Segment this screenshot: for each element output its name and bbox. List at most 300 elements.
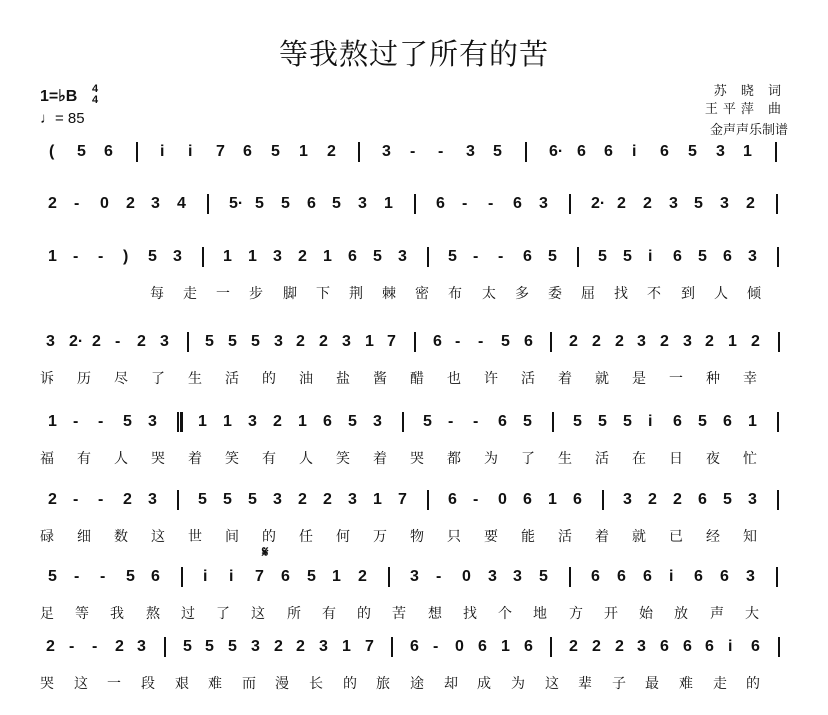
lyric-char: 到	[681, 286, 695, 302]
lyric-char: 已	[669, 529, 683, 545]
lyric-char: 子	[612, 676, 626, 692]
note: 0	[100, 195, 109, 212]
lyric-char: 走	[183, 286, 197, 302]
note: )	[123, 248, 129, 265]
barline	[778, 332, 780, 352]
note: 2	[746, 195, 755, 212]
lyrics-line	[40, 526, 790, 548]
note: 2	[660, 333, 669, 350]
note: 7	[398, 491, 407, 508]
note: 5	[205, 638, 214, 655]
lyric-char: 生	[188, 371, 202, 387]
note: -	[98, 248, 104, 265]
note: -	[73, 248, 79, 265]
note: 3	[623, 491, 632, 508]
lyric-char: 了	[216, 606, 230, 622]
barline	[550, 637, 552, 657]
lyric-char: 我	[110, 606, 124, 622]
note: 3	[398, 248, 407, 265]
barline	[177, 412, 179, 432]
note: 5	[598, 413, 607, 430]
note: 6	[751, 638, 760, 655]
barline	[177, 490, 179, 510]
note: 3	[151, 195, 160, 212]
time-sig-bottom: 4	[92, 94, 99, 106]
lyric-char: 了	[521, 451, 535, 467]
lyric-char: 而	[242, 676, 256, 692]
note: 1	[48, 248, 57, 265]
note: 0	[498, 491, 507, 508]
note: 6	[323, 413, 332, 430]
barline	[777, 490, 779, 510]
note: 3	[342, 333, 351, 350]
lyric-char: 过	[181, 606, 195, 622]
lyric-char: 棘	[382, 286, 396, 302]
lyric-char: 为	[511, 676, 525, 692]
note: 3	[251, 638, 260, 655]
note: 2	[592, 333, 601, 350]
note: 5	[228, 333, 237, 350]
note: 4	[177, 195, 186, 212]
note: 3	[466, 143, 475, 160]
barline	[427, 247, 429, 267]
composer-credit: 王平萍 曲	[704, 102, 786, 117]
lyric-char: 的	[357, 606, 371, 622]
lyric-char: 走	[713, 676, 727, 692]
note: 5	[723, 491, 732, 508]
note: 3	[273, 248, 282, 265]
note: 5	[248, 491, 257, 508]
note: 3	[148, 491, 157, 508]
note: 5	[255, 195, 264, 212]
note: 3	[637, 638, 646, 655]
lyric-char: 有	[262, 451, 276, 467]
barline	[569, 194, 571, 214]
note: 2	[115, 638, 124, 655]
note: 5	[698, 248, 707, 265]
note: -	[410, 143, 416, 160]
lyric-char: 醋	[410, 371, 424, 387]
notes-line	[40, 565, 790, 591]
note: 2	[298, 491, 307, 508]
score-row	[40, 330, 790, 410]
lyric-char: 难	[679, 676, 693, 692]
lyric-char: 是	[632, 371, 646, 387]
note: 1	[501, 638, 510, 655]
barline	[358, 142, 360, 162]
note: 5	[183, 638, 192, 655]
lyric-char: 不	[647, 286, 661, 302]
note: 5	[694, 195, 703, 212]
lyric-char: 有	[77, 451, 91, 467]
lyrics-line	[40, 448, 790, 470]
note: 6	[643, 568, 652, 585]
lyric-char: 油	[299, 371, 313, 387]
lyric-char: 途	[410, 676, 424, 692]
note: 5	[548, 248, 557, 265]
note: 3	[748, 248, 757, 265]
lyric-char: 太	[482, 286, 496, 302]
lyric-char: 旅	[376, 676, 390, 692]
note: 3	[248, 413, 257, 430]
lyric-char: 碌	[40, 529, 54, 545]
lyric-char: 这	[74, 676, 88, 692]
lyric-char: 万	[373, 529, 387, 545]
note: 2·	[591, 195, 606, 212]
lyrics-line	[40, 283, 790, 305]
note: 5	[623, 413, 632, 430]
lyric-char: 等	[75, 606, 89, 622]
note: 5	[77, 143, 86, 160]
note: 6	[523, 248, 532, 265]
lyrics-line	[40, 368, 790, 390]
note: -	[438, 143, 444, 160]
barline	[776, 194, 778, 214]
note: 2	[48, 491, 57, 508]
note: 6	[673, 248, 682, 265]
note: -	[498, 248, 504, 265]
note: -	[73, 491, 79, 508]
note: 6	[720, 568, 729, 585]
note: 3	[373, 413, 382, 430]
lyric-char: 活	[521, 371, 535, 387]
note: 2	[274, 638, 283, 655]
note: 1	[728, 333, 737, 350]
lyric-char: 熬	[146, 606, 160, 622]
note: -	[462, 195, 468, 212]
lyric-char: 始	[639, 606, 653, 622]
note: 2	[298, 248, 307, 265]
note: 3	[488, 568, 497, 585]
note: 1	[342, 638, 351, 655]
time-signature	[92, 84, 98, 106]
note: 3	[410, 568, 419, 585]
note: -	[455, 333, 461, 350]
note: 3	[273, 491, 282, 508]
notes-line	[40, 635, 790, 661]
lyric-char: 有	[322, 606, 336, 622]
note: 1	[298, 413, 307, 430]
note: 5	[48, 568, 57, 585]
barline	[776, 567, 778, 587]
note: 3	[382, 143, 391, 160]
lyrics-line	[40, 603, 790, 625]
note: 3	[173, 248, 182, 265]
note: 5	[251, 333, 260, 350]
lyric-char: 屈	[581, 286, 595, 302]
note: 2	[569, 638, 578, 655]
note: 2	[615, 638, 624, 655]
note: 6	[348, 248, 357, 265]
note: 2	[592, 638, 601, 655]
note: i	[160, 143, 165, 160]
lyric-char: 在	[632, 451, 646, 467]
lyric-char: 找	[614, 286, 628, 302]
note: 0	[455, 638, 464, 655]
lyric-char: 活	[225, 371, 239, 387]
note: 3	[669, 195, 678, 212]
note: 6	[243, 143, 252, 160]
note: 5	[523, 413, 532, 430]
lyric-char: 数	[114, 529, 128, 545]
lyric-char: 想	[428, 606, 442, 622]
note: 6	[591, 568, 600, 585]
note: 1	[384, 195, 393, 212]
note: -	[448, 413, 454, 430]
note: 6	[513, 195, 522, 212]
lyric-char: 方	[569, 606, 583, 622]
note: 2	[296, 638, 305, 655]
note: 6	[523, 491, 532, 508]
barline	[187, 332, 189, 352]
note: -	[74, 568, 80, 585]
note: 1	[748, 413, 757, 430]
note: -	[433, 638, 439, 655]
note: (	[49, 143, 55, 160]
note: 1	[548, 491, 557, 508]
note: 6	[705, 638, 714, 655]
note: 7	[216, 143, 225, 160]
lyric-char: 一	[669, 371, 683, 387]
lyric-char: 的	[746, 676, 760, 692]
barline	[525, 142, 527, 162]
lyric-char: 开	[604, 606, 618, 622]
barline	[552, 412, 554, 432]
lyric-char: 足	[40, 606, 54, 622]
lyric-char: 知	[743, 529, 757, 545]
note: 5	[126, 568, 135, 585]
lyric-char: 每	[150, 286, 164, 302]
notes-line	[40, 488, 790, 514]
note: 6	[524, 638, 533, 655]
barline	[777, 412, 779, 432]
note: 1	[248, 248, 257, 265]
note: 6	[683, 638, 692, 655]
barline	[577, 247, 579, 267]
note: 6	[577, 143, 586, 160]
lyric-char: 的	[262, 371, 276, 387]
note: 3	[137, 638, 146, 655]
note: 2	[648, 491, 657, 508]
lyric-char: 苦	[392, 606, 406, 622]
note: i	[188, 143, 193, 160]
note: 2	[123, 491, 132, 508]
lyric-char: 却	[444, 676, 458, 692]
lyric-char: 着	[595, 529, 609, 545]
note: 6	[698, 491, 707, 508]
note: -	[115, 333, 121, 350]
note: 6	[436, 195, 445, 212]
note: 6	[723, 413, 732, 430]
note: 6	[673, 413, 682, 430]
note: 5	[307, 568, 316, 585]
lyric-char: 人	[299, 451, 313, 467]
note: 3	[720, 195, 729, 212]
notes-line	[40, 192, 790, 218]
note: 5	[493, 143, 502, 160]
lyric-char: 了	[151, 371, 165, 387]
lyric-char: 的	[343, 676, 357, 692]
note: 5	[281, 195, 290, 212]
lyric-char: 能	[521, 529, 535, 545]
note: 5	[348, 413, 357, 430]
note: 6	[524, 333, 533, 350]
lyric-char: 放	[674, 606, 688, 622]
lyric-char: 要	[484, 529, 498, 545]
note: 6	[281, 568, 290, 585]
notes-line	[40, 330, 790, 356]
lyric-char: 下	[316, 286, 330, 302]
key-signature: 1=♭B	[40, 88, 78, 105]
note: 2	[643, 195, 652, 212]
note: 2	[673, 491, 682, 508]
note: 0	[462, 568, 471, 585]
lyric-char: 段	[141, 676, 155, 692]
note: i	[203, 568, 208, 585]
lyric-char: 哭	[410, 451, 424, 467]
lyric-char: 盐	[336, 371, 350, 387]
lyric-char: 生	[558, 451, 572, 467]
lyric-char: 细	[77, 529, 91, 545]
barline	[778, 637, 780, 657]
note: 5	[423, 413, 432, 430]
note: 1	[198, 413, 207, 430]
note: i	[648, 413, 653, 430]
lyric-char: 难	[208, 676, 222, 692]
notes-line	[40, 245, 790, 271]
note: 6	[723, 248, 732, 265]
note: 5	[688, 143, 697, 160]
note: 5	[198, 491, 207, 508]
note: 2	[615, 333, 624, 350]
note: 2	[126, 195, 135, 212]
note: 5	[271, 143, 280, 160]
lyric-char: 历	[77, 371, 91, 387]
lyric-char: 的	[262, 529, 276, 545]
lyric-char: 哭	[40, 676, 54, 692]
note: 7	[387, 333, 396, 350]
barline	[402, 412, 404, 432]
lyric-char: 活	[595, 451, 609, 467]
note: -	[473, 413, 479, 430]
note: 2	[705, 333, 714, 350]
note: 6·	[549, 143, 564, 160]
note: -	[98, 491, 104, 508]
lyric-char: 尽	[114, 371, 128, 387]
note: 7	[255, 568, 264, 585]
note: -	[98, 413, 104, 430]
lyric-char: 幸	[743, 371, 757, 387]
lyric-char: 笑	[336, 451, 350, 467]
note: 2	[48, 195, 57, 212]
lyric-char: 夜	[706, 451, 720, 467]
note: 3	[46, 333, 55, 350]
barline	[181, 567, 183, 587]
barline	[602, 490, 604, 510]
note: 1	[332, 568, 341, 585]
note: 3	[160, 333, 169, 350]
note: i	[669, 568, 674, 585]
lyric-char: 人	[714, 286, 728, 302]
note: 6	[573, 491, 582, 508]
note: 5	[223, 491, 232, 508]
lyric-char: 委	[548, 286, 562, 302]
lyric-char: 一	[107, 676, 121, 692]
note: 5	[148, 248, 157, 265]
lyric-char: 世	[188, 529, 202, 545]
note: 6	[694, 568, 703, 585]
lyricist-credit: 苏 晓 词	[713, 84, 786, 99]
lyric-char: 步	[249, 286, 263, 302]
note: 2	[569, 333, 578, 350]
barline	[207, 194, 209, 214]
note: 5	[373, 248, 382, 265]
notes-line	[40, 140, 790, 166]
lyric-char: 任	[299, 529, 313, 545]
lyric-char: 声	[710, 606, 724, 622]
lyric-char: 着	[558, 371, 572, 387]
note: 5	[205, 333, 214, 350]
lyric-char: 这	[545, 676, 559, 692]
lyric-char: 活	[558, 529, 572, 545]
note: -	[92, 638, 98, 655]
lyric-char: 间	[225, 529, 239, 545]
lyric-char: 布	[448, 286, 462, 302]
note: 2	[137, 333, 146, 350]
note: 5	[598, 248, 607, 265]
note: 3	[274, 333, 283, 350]
note: 6	[104, 143, 113, 160]
lyric-char: 为	[484, 451, 498, 467]
lyric-char: 种	[706, 371, 720, 387]
lyric-char: 长	[309, 676, 323, 692]
note: 6	[307, 195, 316, 212]
note: i	[648, 248, 653, 265]
lyric-char: 这	[151, 529, 165, 545]
lyric-char: 何	[336, 529, 350, 545]
barline	[427, 490, 429, 510]
note: -	[69, 638, 75, 655]
lyrics-line	[40, 673, 790, 695]
lyric-char: 脚	[283, 286, 297, 302]
note: i	[229, 568, 234, 585]
lyric-char: 只	[447, 529, 461, 545]
note: -	[436, 568, 442, 585]
note: 3	[358, 195, 367, 212]
barline	[414, 194, 416, 214]
note: 2	[273, 413, 282, 430]
score-row	[40, 543, 790, 645]
note: 1	[48, 413, 57, 430]
maker-credit: 金声声乐制谱	[709, 123, 788, 138]
note: i	[632, 143, 637, 160]
note: 3	[539, 195, 548, 212]
note: 2	[319, 333, 328, 350]
lyric-char: 这	[251, 606, 265, 622]
note: 3	[148, 413, 157, 430]
note: 2	[751, 333, 760, 350]
barline	[164, 637, 166, 657]
note: 5	[698, 413, 707, 430]
lyric-char: 辈	[578, 676, 592, 692]
lyric-char: 就	[595, 371, 609, 387]
note: 5·	[229, 195, 244, 212]
note: -	[473, 248, 479, 265]
barline	[391, 637, 393, 657]
barline	[777, 247, 779, 267]
note: -	[478, 333, 484, 350]
note: 5	[332, 195, 341, 212]
